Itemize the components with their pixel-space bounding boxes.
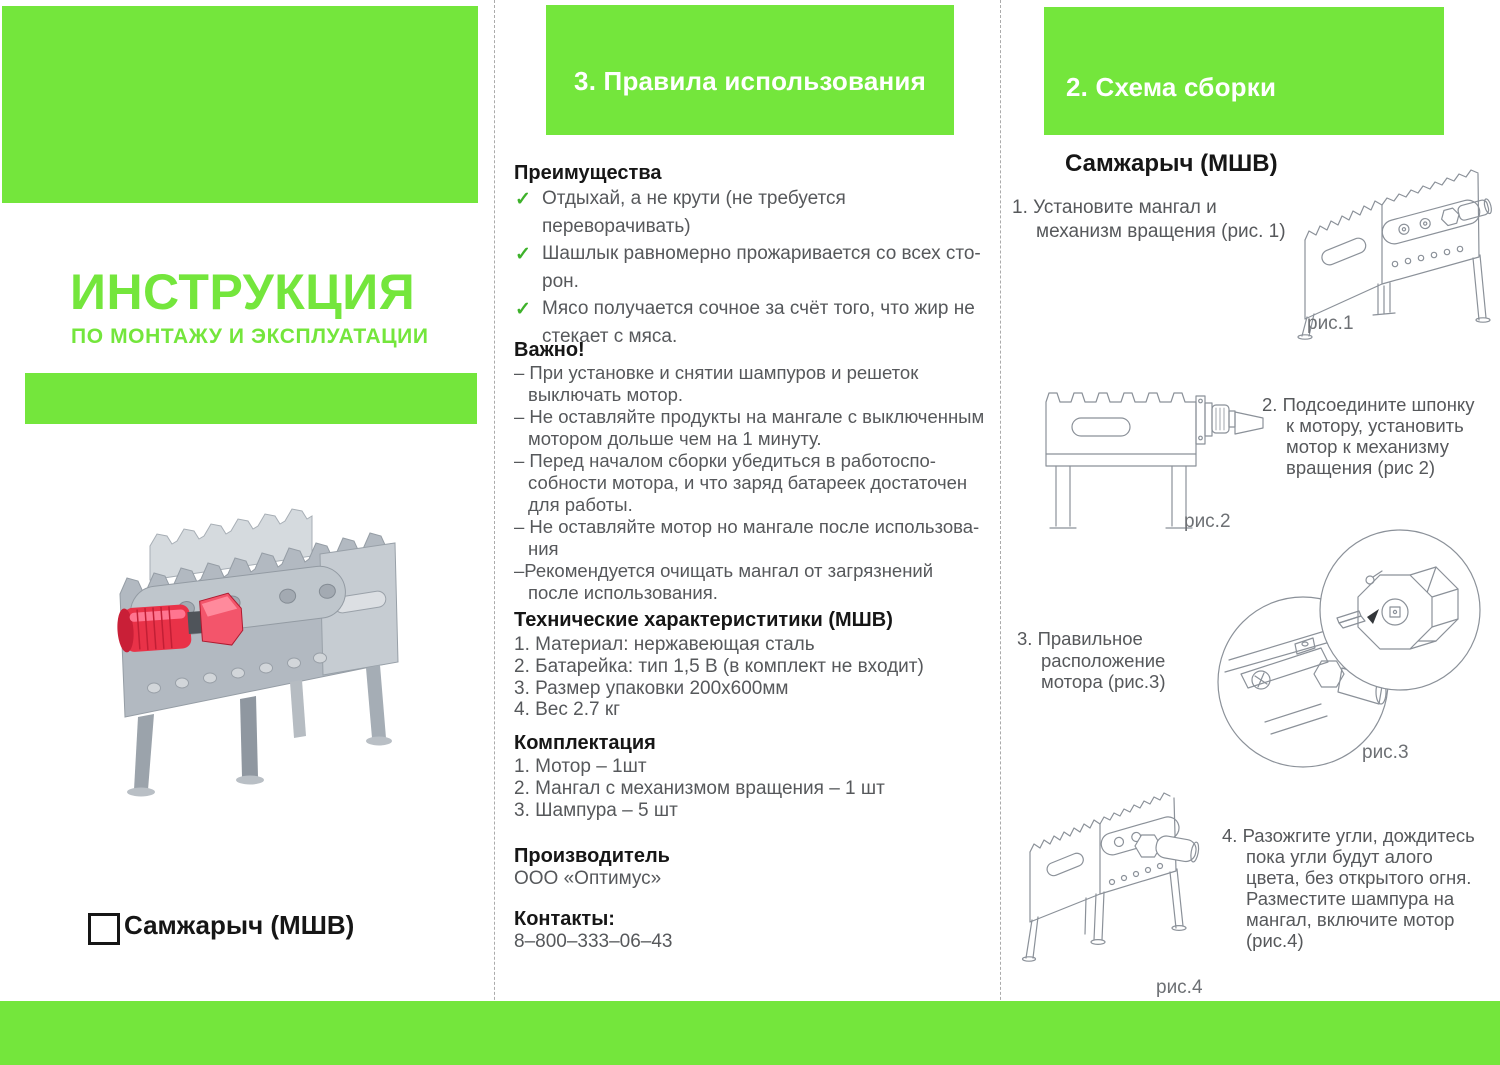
assembly-step-3: 3. Правильное расположение мотора (рис.3) xyxy=(1017,628,1166,692)
fold-line-left xyxy=(494,0,495,1065)
kit-list: 1. Мотор – 1шт 2. Мангал с механизмом вращения – 1 шт 3. Шампура – 5 шт xyxy=(514,756,885,821)
right-header-title: 2. Схема сборки xyxy=(1066,72,1277,102)
figure-3-caption: рис.3 xyxy=(1362,742,1409,763)
check-icon: ✓ xyxy=(515,244,531,265)
assembly-step-4: 4. Разожгите угли, дождитесь пока угли будут алого цвета, без открытого огня. Разместите шампура на мангал, включите мотор (рис.4) xyxy=(1222,825,1475,951)
fold-line-right xyxy=(1000,0,1001,1065)
bottom-green-bar xyxy=(0,1001,1500,1065)
left-top-green-block xyxy=(2,6,478,203)
figure-4-grill-with-motor-drawing xyxy=(1016,786,1201,974)
contacts-heading: Контакты: xyxy=(514,908,615,930)
advantage-item: ✓ Мясо получается сочное за счёт того, что жир не стекает с мяса. xyxy=(515,298,975,347)
advantage-item: ✓ Отдыхай, а не крути (не требуется переворачивать) xyxy=(515,188,846,237)
right-header-block xyxy=(1044,7,1444,135)
assembly-subheading: Самжарыч (МШВ) xyxy=(1065,150,1278,177)
product-image-grill-with-motor xyxy=(90,472,410,802)
figure-1-caption: рис.1 xyxy=(1307,313,1354,334)
page-title: ИНСТРУКЦИЯ xyxy=(70,264,416,320)
check-icon: ✓ xyxy=(515,189,531,210)
important-item: – Не оставляйте продукты на мангале с выключенным мотором дольше чем на 1 минуту. xyxy=(514,406,985,449)
important-item: – Перед началом сборки убедиться в работоспо- собности мотора, и что заряд батареек достаточен для работы. xyxy=(514,450,968,515)
left-green-bar xyxy=(25,373,477,424)
check-icon: ✓ xyxy=(515,299,531,320)
advantages-list xyxy=(514,185,986,350)
figure-2-grill-side-view-drawing xyxy=(1032,366,1272,538)
important-item: – При установке и снятии шампуров и решеток выключать мотор. xyxy=(514,362,919,405)
manufacturer-heading: Производитель xyxy=(514,845,670,867)
middle-header-title: 3. Правила использования xyxy=(574,66,926,96)
important-item: – Не оставляйте мотор но мангале после использова- ния xyxy=(514,516,980,559)
manufacturer-value: ООО «Оптимус» xyxy=(514,868,662,889)
advantages-heading: Преимущества xyxy=(514,162,662,184)
product-checkbox xyxy=(88,913,120,945)
product-label: Самжарыч (МШВ) xyxy=(124,910,355,940)
specs-heading: Технические характериститики (МШВ) xyxy=(514,609,893,631)
figure-3-motor-closeup-drawing xyxy=(1207,520,1490,775)
advantage-item: ✓ Шашлык равномерно прожаривается со всех сто- рон. xyxy=(515,243,981,292)
figure-4-caption: рис.4 xyxy=(1156,977,1203,998)
contacts-phone: 8–800–333–06–43 xyxy=(514,931,673,952)
page-subtitle: ПО МОНТАЖУ И ЭКСПЛУАТАЦИИ xyxy=(71,325,429,348)
figure-2-caption: рис.2 xyxy=(1184,511,1231,532)
assembly-step-1: 1. Установите мангал и механизм вращения (рис. 1) xyxy=(1012,197,1286,242)
kit-heading: Комплектация xyxy=(514,732,656,754)
important-list xyxy=(514,362,992,604)
assembly-step-2: 2. Подсоедините шпонку к мотору, установить мотор к механизму вращения (рис 2) xyxy=(1262,394,1475,478)
specs-list: 1. Материал: нержавеющая сталь 2. Батарейка: тип 1,5 В (в комплект не входит) 3. Размер упаковки 200х600мм 4. Вес 2.7 кг xyxy=(514,634,924,721)
important-heading: Важно! xyxy=(514,339,585,361)
important-item: –Рекомендуется очищать мангал от загрязнений после использования. xyxy=(514,560,934,603)
